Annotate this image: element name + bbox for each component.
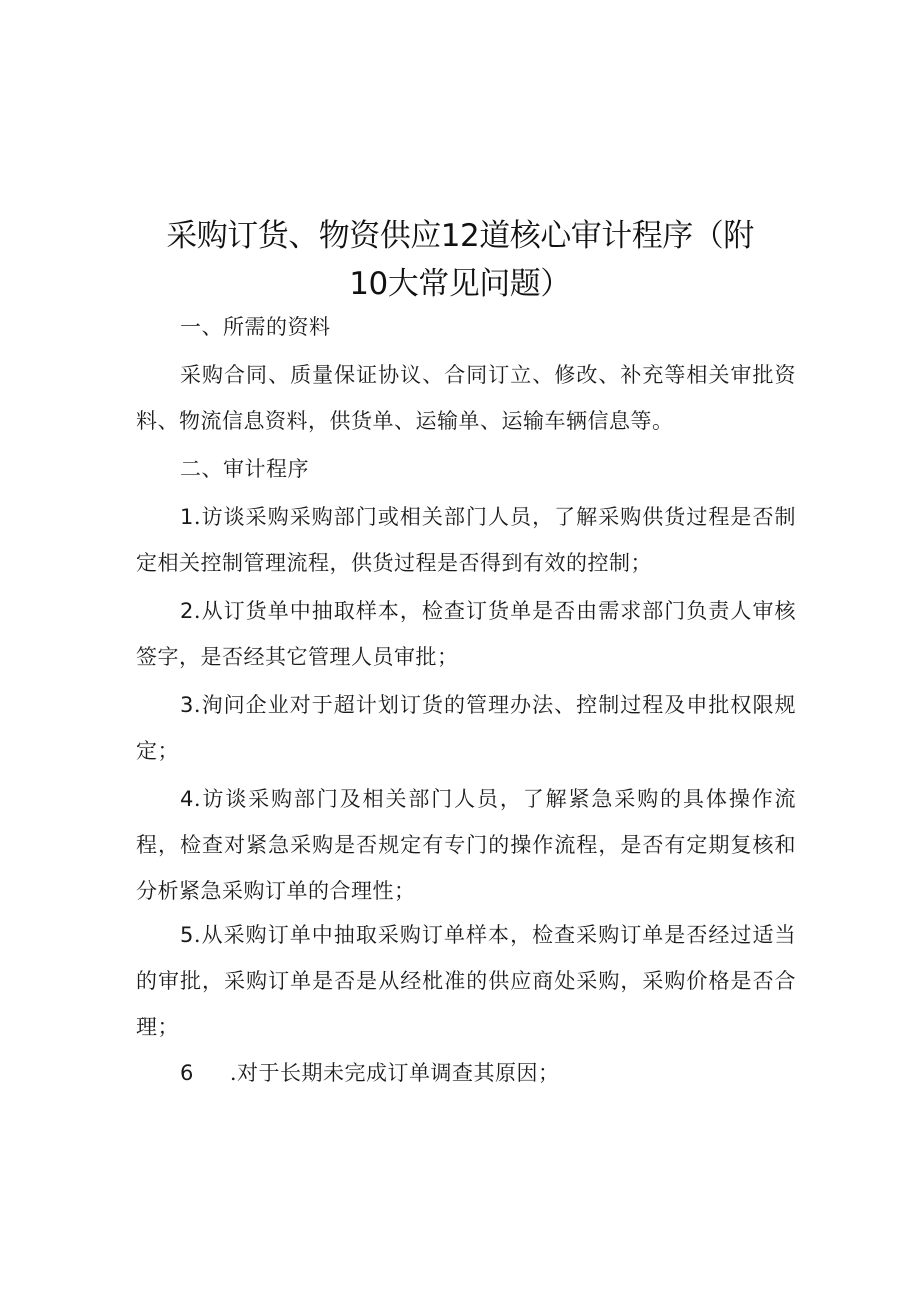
section-1-body-block bbox=[136, 352, 796, 444]
audit-item-4-number: 4 bbox=[180, 787, 194, 811]
audit-item-5-number: 5 bbox=[180, 923, 194, 947]
audit-item-1 bbox=[136, 494, 796, 586]
audit-item-5-block bbox=[136, 912, 796, 1050]
section-1-heading-block bbox=[136, 304, 796, 350]
section-2-heading-block bbox=[136, 446, 796, 492]
audit-item-6-block bbox=[136, 1050, 796, 1096]
audit-item-3 bbox=[136, 682, 796, 774]
audit-item-5-text: .从采购订单中抽取采购订单样本，检查采购订单是否经过适当的审批，采购订单是否是从经枇准的供应商处采购，采购价格是否合理； bbox=[136, 923, 796, 1039]
audit-item-2-block bbox=[136, 588, 796, 680]
audit-item-6 bbox=[136, 1050, 796, 1096]
audit-item-6-text: .对于长期未完成订单调查其原因； bbox=[229, 1061, 560, 1085]
section-2-heading: 二、审计程序 bbox=[180, 457, 309, 481]
audit-item-2-text: .从订货单中抽取样本，检查订货单是否由需求部门负责人审核签字，是否经其它管理人员审批； bbox=[136, 599, 796, 669]
section-1-heading: 一、所需的资料 bbox=[180, 315, 331, 339]
section-1-body: 采购合同、质量保证协议、合同订立、修改、补充等相关审批资料、物流信息资料，供货单、运输单、运输车辆信息等。 bbox=[136, 363, 796, 433]
audit-item-4 bbox=[136, 776, 796, 914]
audit-item-1-text: .访谈采购采购部门或相关部门人员，了解采购供货过程是否制定相关控制管理流程，供货过程是否得到有效的控制； bbox=[136, 505, 796, 575]
audit-item-1-number: 1 bbox=[180, 505, 194, 529]
audit-item-1-block bbox=[136, 494, 796, 586]
audit-item-2-number: 2 bbox=[180, 599, 194, 623]
audit-item-3-text: .洵问企业对于超计划订货的管理办法、控制过程及申批权限规定； bbox=[136, 693, 796, 763]
audit-item-4-text: .访谈采购部门及相关部门人员，了解紧急采购的具体操作流程，检查对紧急采购是否规定有专门的操作流程，是否有定期复核和分析紧急采购订单的合理性； bbox=[136, 787, 796, 903]
title-line-1: 采购订货、物资供应12道核心审计程序（附 bbox=[166, 218, 754, 254]
audit-item-3-number: 3 bbox=[180, 693, 194, 717]
document-title bbox=[150, 212, 770, 308]
audit-item-4-block bbox=[136, 776, 796, 914]
audit-item-6-number: 6 bbox=[180, 1061, 194, 1085]
audit-item-5 bbox=[136, 912, 796, 1050]
audit-item-2 bbox=[136, 588, 796, 680]
audit-item-3-block bbox=[136, 682, 796, 774]
title-line-2: 10大常见问题） bbox=[349, 266, 571, 302]
